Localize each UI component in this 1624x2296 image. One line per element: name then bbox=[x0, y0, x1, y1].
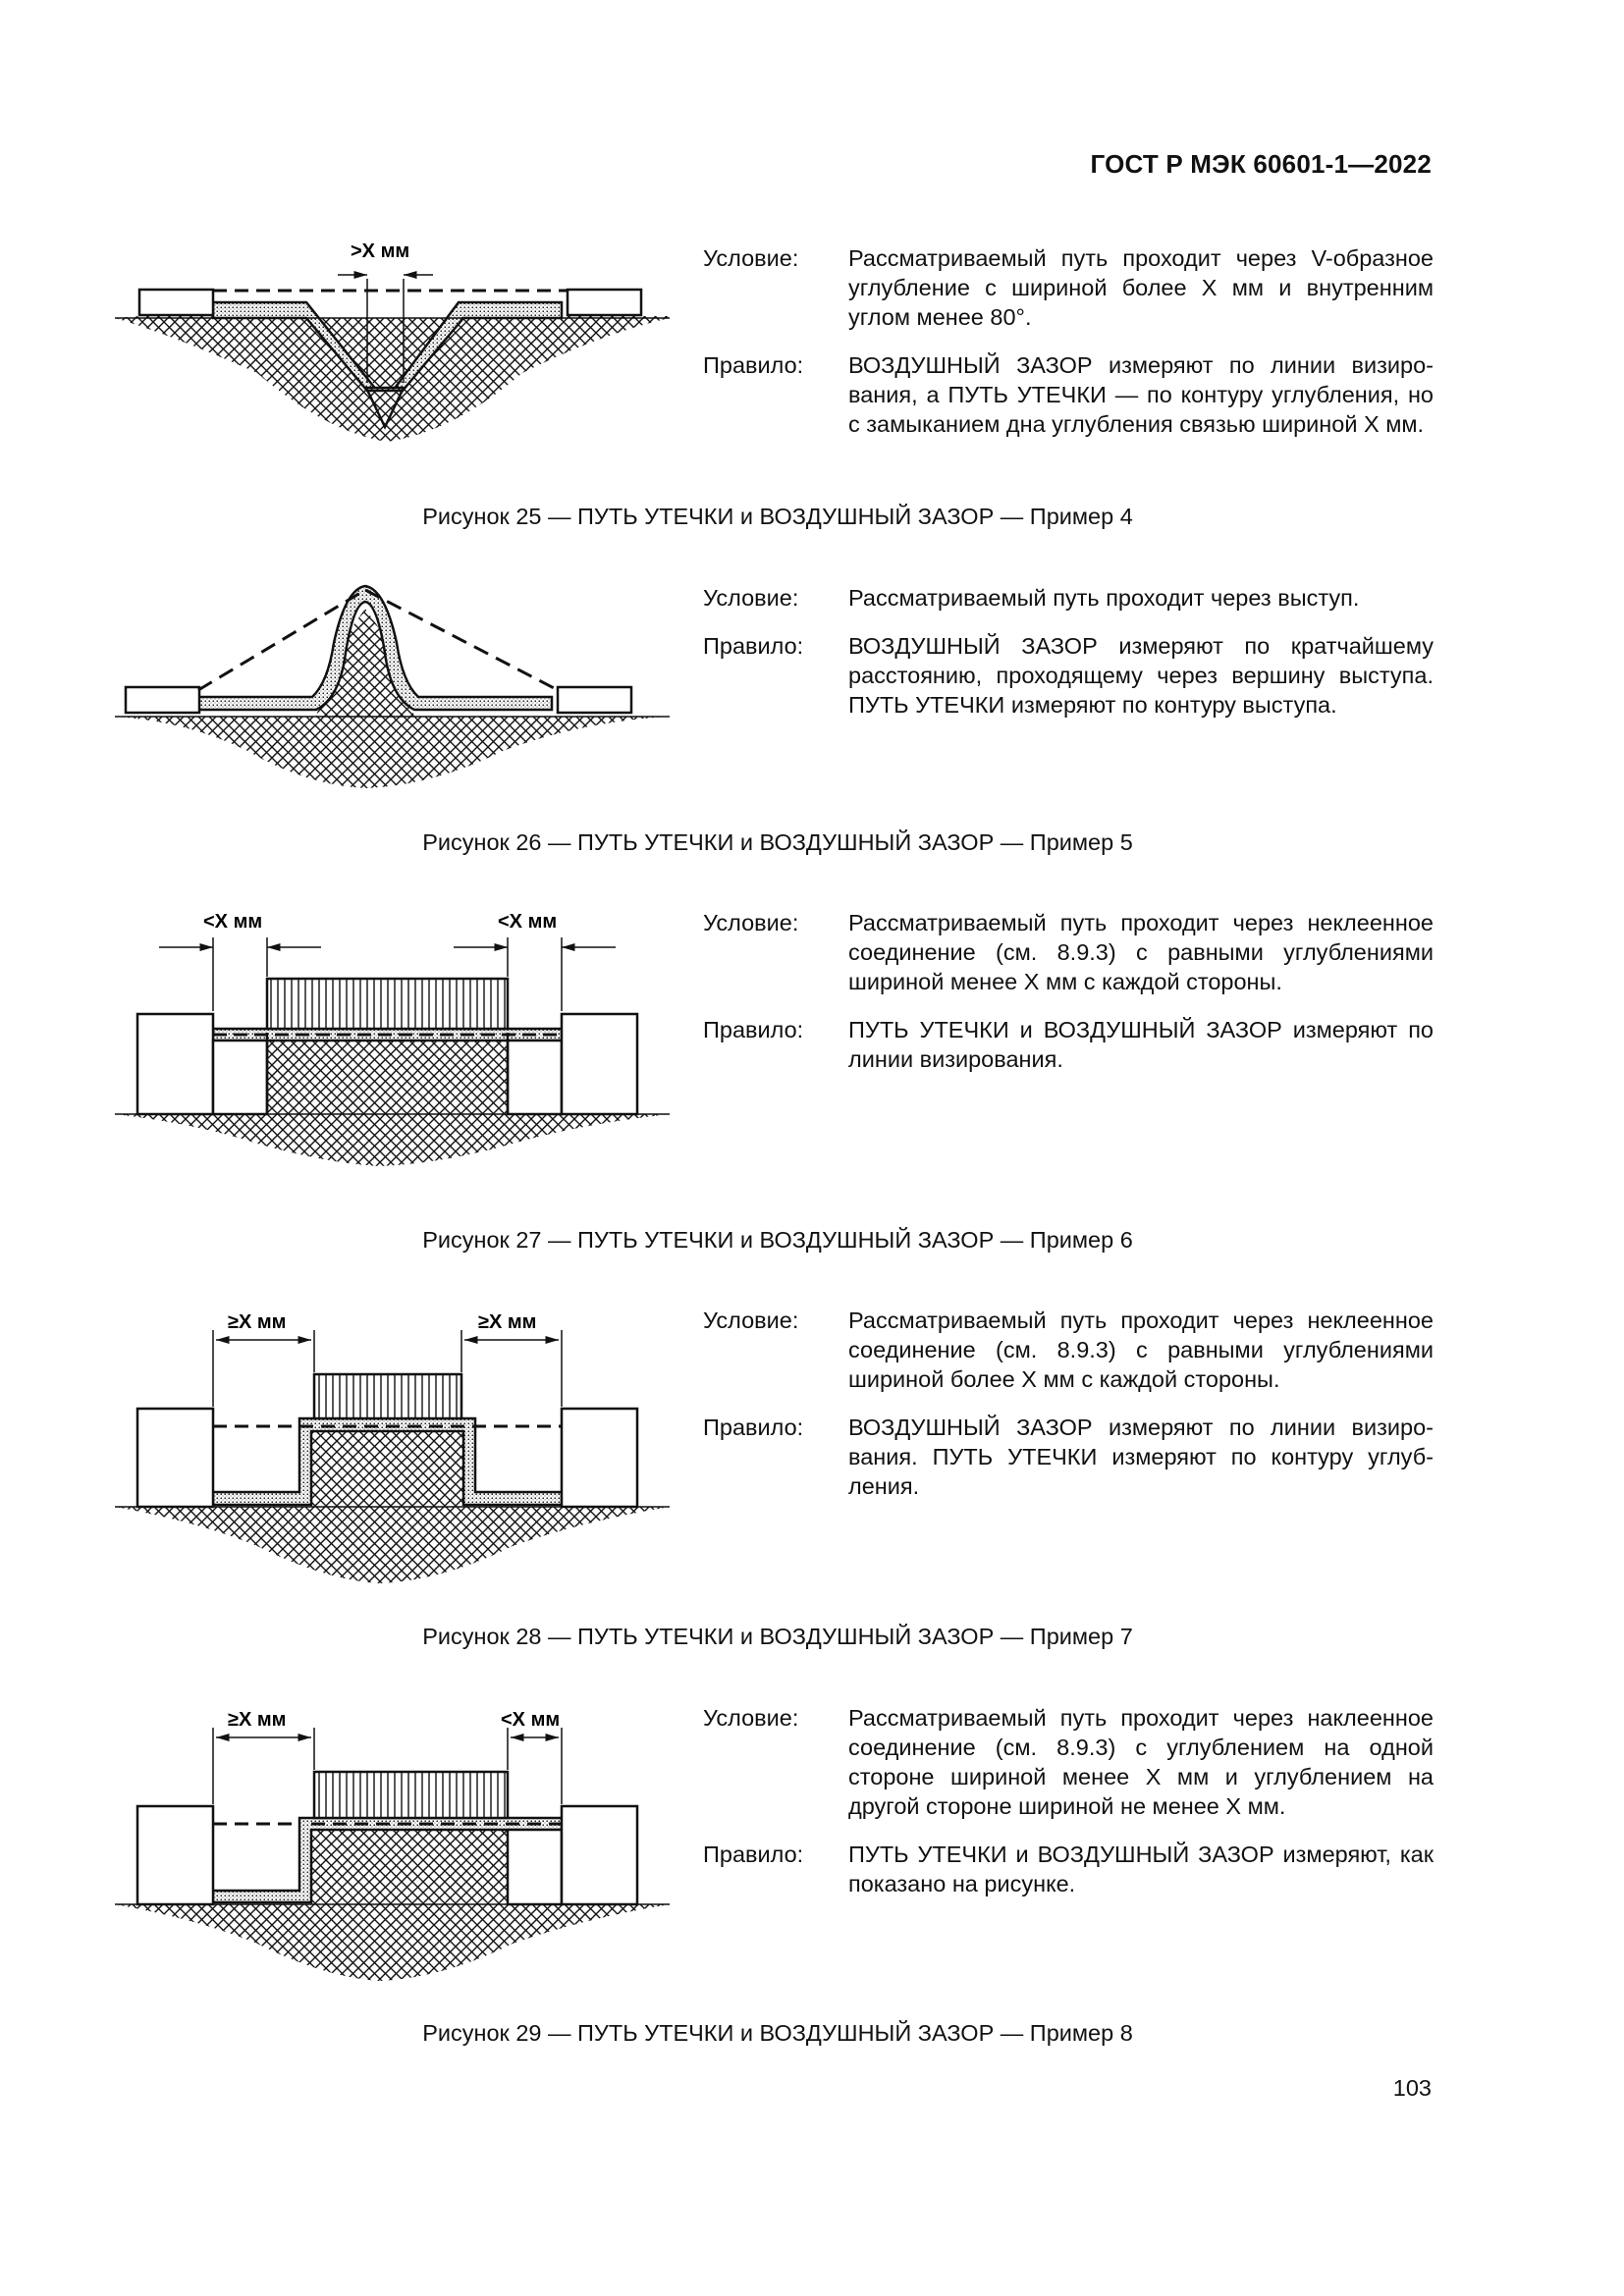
condition-label: Условие: bbox=[703, 1308, 799, 1333]
rule-label: Правило: bbox=[703, 1842, 804, 1867]
figure-28-diagram bbox=[110, 1301, 679, 1595]
figure-27-diagram bbox=[110, 903, 679, 1168]
figure-25-dim-label: >X мм bbox=[351, 240, 410, 262]
figure-28-rule: ВОЗДУШНЫЙ ЗАЗОР измеряют по линии визирования. ПУТЬ УТЕЧКИ измеряют по контуру углубления. bbox=[848, 1415, 1434, 1499]
condition-label: Условие: bbox=[703, 585, 799, 611]
rule-label: Правило: bbox=[703, 1017, 804, 1042]
figure-27-caption: Рисунок 27 — ПУТЬ УТЕЧКИ и ВОЗДУШНЫЙ ЗАЗОР — Пример 6 bbox=[422, 1227, 1133, 1253]
rule-label: Правило: bbox=[703, 633, 804, 659]
figure-27-rule: ПУТЬ УТЕЧКИ и ВОЗДУШНЫЙ ЗАЗОР измеряют по линии визирования. bbox=[848, 1017, 1434, 1072]
rule-label: Правило: bbox=[703, 1415, 804, 1440]
figure-26-rule: ВОЗДУШНЫЙ ЗАЗОР измеряют по кратчайшему расстоянию, проходящему через вершину выступа. ПУТЬ УТЕЧКИ измеряют по контуру выступа. bbox=[848, 633, 1434, 718]
figure-26-caption: Рисунок 26 — ПУТЬ УТЕЧКИ и ВОЗДУШНЫЙ ЗАЗОР — Пример 5 bbox=[422, 829, 1133, 855]
figure-27-dim-label-left: <X мм bbox=[203, 911, 263, 933]
figure-26-condition: Рассматриваемый путь проходит через выступ. bbox=[848, 585, 1360, 611]
figure-27-dim-label-right: <X мм bbox=[498, 911, 558, 933]
figure-29-caption: Рисунок 29 — ПУТЬ УТЕЧКИ и ВОЗДУШНЫЙ ЗАЗОР — Пример 8 bbox=[422, 2020, 1133, 2046]
figure-26-diagram bbox=[110, 574, 679, 795]
figure-25-diagram bbox=[110, 236, 679, 452]
figure-29-dim-label-right: <X мм bbox=[501, 1709, 561, 1731]
figure-29-diagram bbox=[110, 1698, 679, 1993]
figure-29-text bbox=[703, 1703, 1434, 1917]
condition-label: Условие: bbox=[703, 1705, 799, 1731]
condition-label: Условие: bbox=[703, 245, 799, 271]
figure-28-dim-label-left: ≥X мм bbox=[228, 1311, 287, 1333]
rule-label: Правило: bbox=[703, 352, 804, 378]
figure-26-text bbox=[703, 583, 1434, 738]
figure-28-condition: Рассматриваемый путь проходит через неклеенное соединение (см. 8.9.3) с равными углублениями шириной более X мм с каждой стороны. bbox=[848, 1308, 1434, 1392]
figure-29-condition: Рассматриваемый путь проходит через наклеенное соединение (см. 8.9.3) с углублением на одной стороне шириной менее X мм и углублением на другой стороне шириной не менее X мм. bbox=[848, 1705, 1434, 1819]
figure-29-rule: ПУТЬ УТЕЧКИ и ВОЗДУШНЫЙ ЗАЗОР измеряют, как показано на рисунке. bbox=[848, 1842, 1434, 1896]
figure-27-text bbox=[703, 908, 1434, 1093]
condition-label: Условие: bbox=[703, 910, 799, 935]
figure-25-caption: Рисунок 25 — ПУТЬ УТЕЧКИ и ВОЗДУШНЫЙ ЗАЗОР — Пример 4 bbox=[422, 504, 1133, 529]
figure-28-text bbox=[703, 1306, 1434, 1520]
document-id: ГОСТ Р МЭК 60601-1—2022 bbox=[1090, 149, 1432, 179]
figure-25-rule: ВОЗДУШНЫЙ ЗАЗОР измеряют по линии визирования, а ПУТЬ УТЕЧКИ — по контуру углубления, но с замыканием дна углубления связью шириной X мм. bbox=[848, 352, 1434, 437]
figure-25-text bbox=[703, 243, 1434, 457]
figure-28-caption: Рисунок 28 — ПУТЬ УТЕЧКИ и ВОЗДУШНЫЙ ЗАЗОР — Пример 7 bbox=[422, 1624, 1133, 1649]
figure-27-condition: Рассматриваемый путь проходит через неклеенное соединение (см. 8.9.3) с равными углублениями шириной менее X мм с каждой стороны. bbox=[848, 910, 1434, 994]
figure-28-dim-label-right: ≥X мм bbox=[478, 1311, 537, 1333]
figure-25-condition: Рассматриваемый путь проходит через V-образное углубление с шириной более X мм и внутренним углом менее 80°. bbox=[848, 245, 1434, 330]
figure-29-dim-label-left: ≥X мм bbox=[228, 1709, 287, 1731]
page-number: 103 bbox=[1392, 2075, 1432, 2101]
